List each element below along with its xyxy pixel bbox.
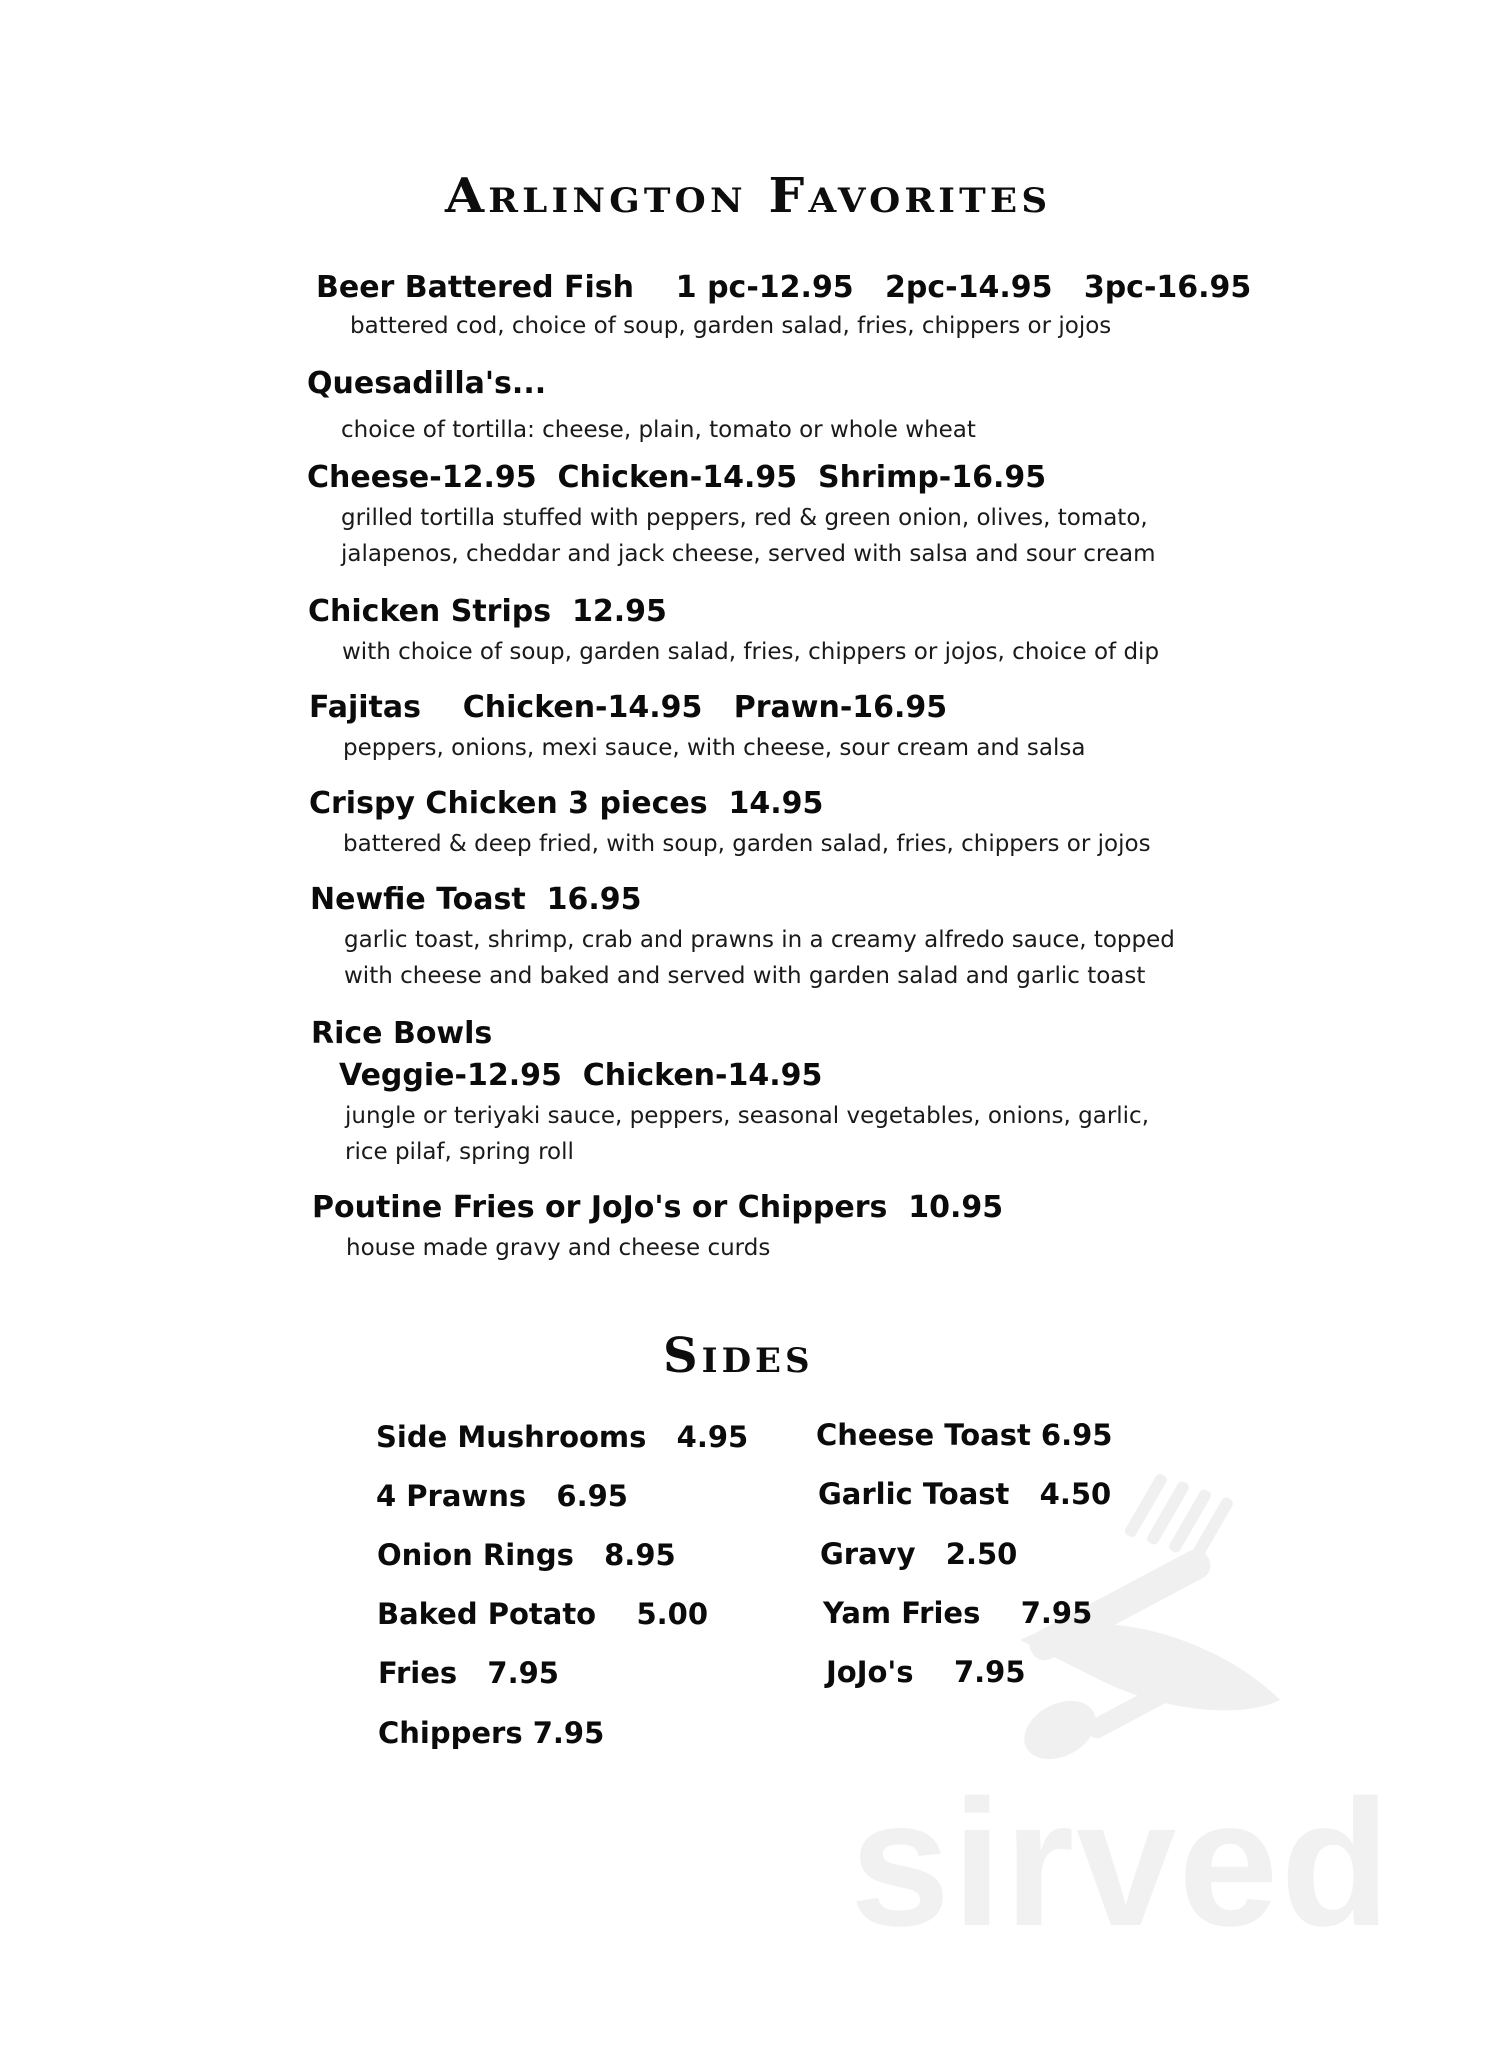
item-title: Cheese-12.95 Chicken-14.95 Shrimp-16.95 (307, 460, 1047, 495)
item-subtitle: Veggie-12.95 Chicken-14.95 (339, 1058, 823, 1093)
side-item: Gravy 2.50 (820, 1537, 1018, 1571)
item-title: Newfie Toast 16.95 (310, 882, 642, 917)
side-item: JoJo's 7.95 (826, 1655, 1026, 1689)
side-item: Fries 7.95 (378, 1656, 559, 1690)
side-item: Side Mushrooms 4.95 (376, 1420, 749, 1454)
item-description-line-2: jalapenos, cheddar and jack cheese, served with salsa and sour cream (341, 541, 1156, 567)
favorites-title: Arlington Favorites (445, 168, 1052, 224)
item-description: with choice of soup, garden salad, fries, chippers or jojos, choice of dip (342, 639, 1160, 665)
item-description: choice of tortilla: cheese, plain, tomato or whole wheat (341, 417, 976, 443)
menu-item-chicken-strips (308, 594, 1159, 671)
item-description: battered cod, choice of soup, garden salad, fries, chippers or jojos (350, 313, 1112, 339)
item-description-line-1: grilled tortilla stuffed with peppers, red & green onion, olives, tomato, (341, 505, 1148, 531)
side-item: Cheese Toast 6.95 (816, 1418, 1113, 1452)
item-description-line-1: jungle or teriyaki sauce, peppers, seasonal vegetables, onions, garlic, (345, 1103, 1150, 1129)
item-title: Crispy Chicken 3 pieces 14.95 (309, 786, 824, 821)
item-description-line-1: garlic toast, shrimp, crab and prawns in a creamy alfredo sauce, topped (344, 927, 1175, 953)
side-item: 4 Prawns 6.95 (376, 1479, 628, 1513)
menu-item-poutine (312, 1190, 1003, 1267)
item-title: Poutine Fries or JoJo's or Chippers 10.95 (312, 1190, 1004, 1225)
side-item: Baked Potato 5.00 (377, 1597, 709, 1631)
item-description: peppers, onions, mexi sauce, with cheese, sour cream and salsa (343, 735, 1086, 761)
menu-item-crispy-chicken (309, 786, 1151, 863)
side-item: Chippers 7.95 (378, 1716, 605, 1750)
side-item: Garlic Toast 4.50 (818, 1477, 1112, 1511)
item-title: Rice Bowls (311, 1016, 493, 1051)
item-description-line-2: with cheese and baked and served with garden salad and garlic toast (344, 963, 1146, 989)
menu-item-quesadillas (307, 366, 976, 449)
item-description: battered & deep fried, with soup, garden salad, fries, chippers or jojos (343, 831, 1151, 857)
watermark-text: sirved (850, 1763, 1393, 1964)
menu-item-beer-battered-fish (316, 270, 1251, 345)
menu-item-fajitas (309, 690, 1085, 767)
sides-title: Sides (663, 1328, 814, 1384)
side-item: Yam Fries 7.95 (823, 1596, 1093, 1630)
item-title: Fajitas Chicken-14.95 Prawn-16.95 (309, 690, 948, 725)
item-description-line-2: rice pilaf, spring roll (345, 1139, 574, 1165)
item-title: Quesadilla's... (307, 366, 547, 401)
menu-item-quesadilla-fillings (307, 460, 1155, 573)
menu-item-newfie-toast (310, 882, 1175, 995)
item-title: Beer Battered Fish 1 pc-12.95 2pc-14.95 3pc-16.95 (316, 270, 1252, 305)
item-title: Chicken Strips 12.95 (308, 594, 667, 629)
item-description: house made gravy and cheese curds (346, 1235, 771, 1261)
menu-item-rice-bowls (311, 1016, 1149, 1171)
side-item: Onion Rings 8.95 (377, 1538, 676, 1572)
